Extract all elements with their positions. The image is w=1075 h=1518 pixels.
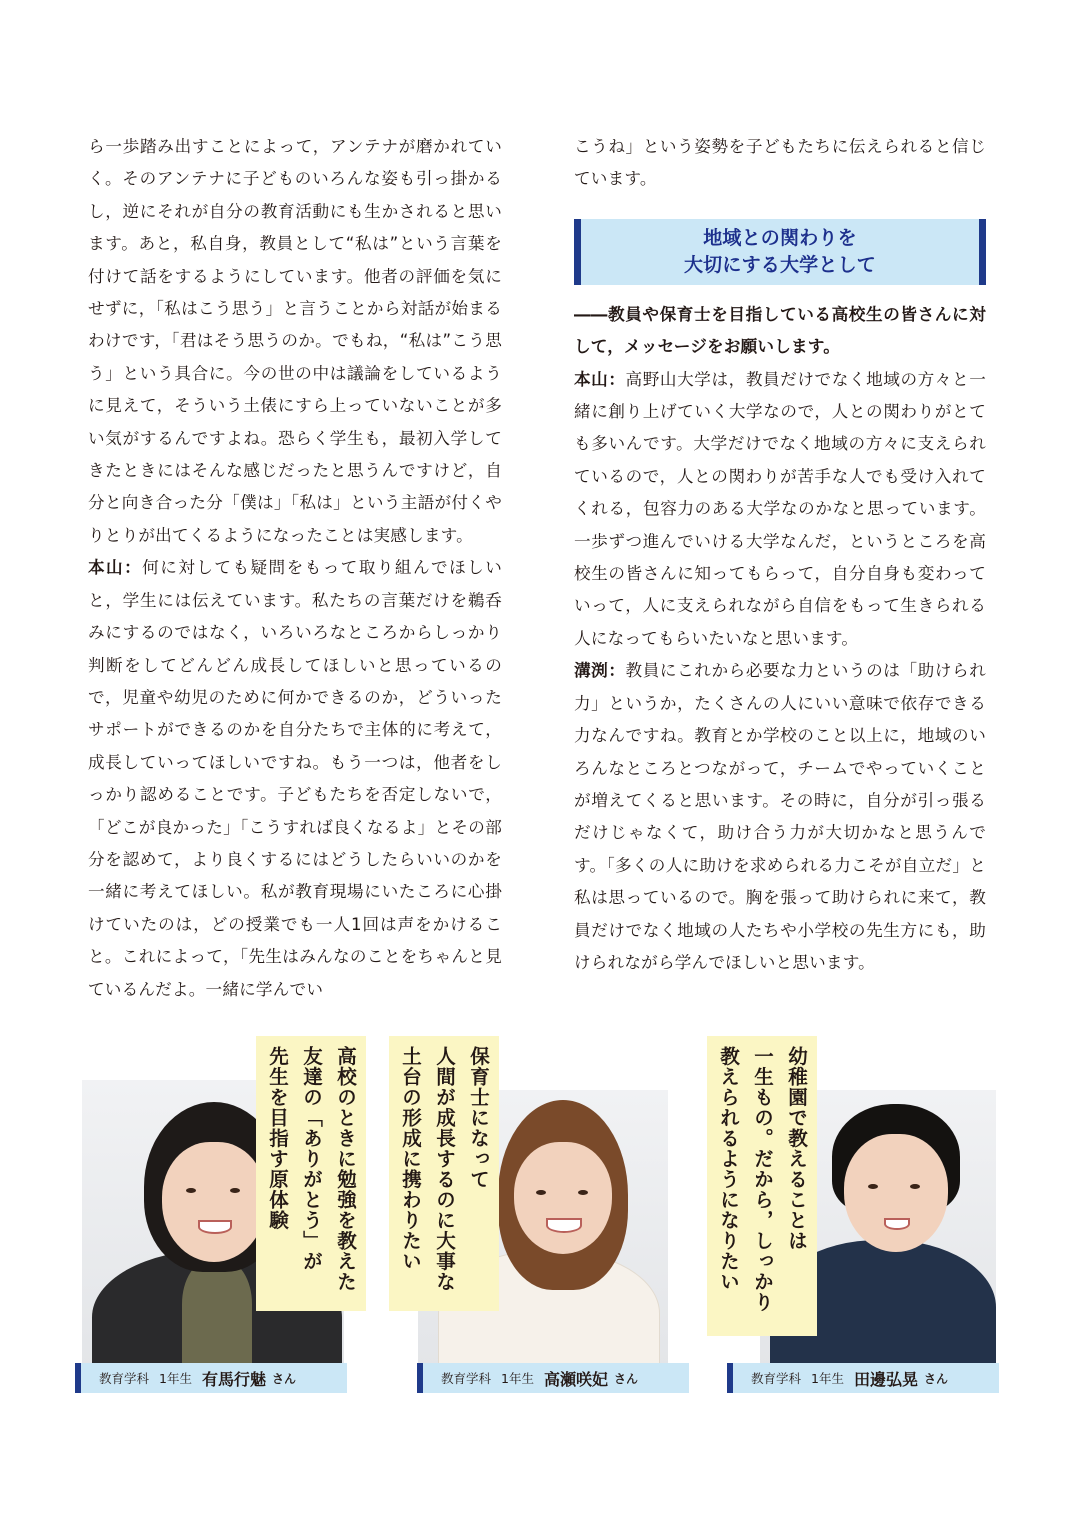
speaker-label: 本山： <box>574 369 626 389</box>
caption-line: 保育士になって <box>467 1046 490 1190</box>
right-paragraph-2-text: 教員にこれから必要な力というのは「助けられ力」というか，たくさんの人にいい意味で依存できる力なんですね。教育とか学校のこと以上に，地域のいろんなところとつながって，チームでやっていくことが増えてくると思います。その時に，自分が引っ張るだけじゃなくて，助け合う力が大切かなと思うんです。「多くの人に助けを求められる力こそが自立だ」と私は思っているので。胸を張って助けられに来て，教員だけでなく地域の人たちや小学校の先生方にも，助けられながら学んでほしいと思います。 <box>574 661 986 972</box>
right-paragraph-2 <box>574 655 986 979</box>
caption-line: 教えられるようになりたい <box>717 1046 740 1292</box>
section-heading-line-1: 地域との関わりを <box>703 226 857 249</box>
eye-icon <box>910 1184 920 1189</box>
caption-line: 一生もの。だから，しっかり <box>751 1046 774 1313</box>
eye-icon <box>578 1190 588 1195</box>
left-text-column <box>88 131 502 1006</box>
eye-icon <box>186 1188 196 1193</box>
interview-question: ――教員や保育士を目指している高校生の皆さんに対して，メッセージをお願いします。 <box>574 304 986 357</box>
honorific-label: さん <box>271 1371 296 1386</box>
caption-line: 高校のときに勉強を教えた <box>334 1046 357 1292</box>
student-2-face <box>514 1142 612 1254</box>
student-2-caption <box>389 1036 499 1311</box>
student-1-shirt <box>182 1260 252 1368</box>
left-paragraph-2-text: 何に対しても疑問をもって取り組んでほしいと，学生には伝えています。私たちの言葉だけを鵜呑みにするのではなく，いろいろなところからしっかり判断をしてどんどん成長してほしいと思っているので，児童や幼児のために何かできるのか，どういったサポートができるのかを自分たちで主体的に考えて，成長していってほしいですね。もう一つは，他者をしっかり認めることです。子どもたちを否定しないで，「どこが良かった」「こうすれば良くなるよ」とその部分を認めて，より良くするにはどうしたらいいのかを一緒に考えてほしい。私が教育現場にいたころに心掛けていたのは，どの授業でも一人1回は声をかけること。これによって，「先生はみんなのことをちゃんと見ているんだよ。一緒に学んでい <box>88 558 502 999</box>
caption-line: 先生を目指す原体験 <box>266 1046 289 1231</box>
speaker-label: 本山： <box>88 558 143 578</box>
department-label: 教育学科 <box>751 1371 802 1386</box>
year-label: 1年生 <box>501 1371 534 1386</box>
caption-line: 友達の「ありがとう」が <box>300 1046 323 1272</box>
right-paragraph-1-text: 高野山大学は，教員だけでなく地域の方々と一緒に創り上げていく大学なので，人との関わりがとても多いんです。大学だけでなく地域の方々に支えられているので，人との関わりが苦手な人でも受け入れてくれる，包容力のある大学なのかなと思っています。一歩ずつ進んでいける大学なんだ，というところを高校生の皆さんに知ってもらって，自分自身も変わっていって，人に支えられながら自信をもって生きられる人になってもらいたいなと思います。 <box>574 369 986 648</box>
right-paragraph-1 <box>574 364 986 656</box>
student-1-face <box>162 1142 266 1262</box>
student-3-namebar <box>727 1363 999 1393</box>
honorific-label: さん <box>923 1371 948 1386</box>
caption-line: 土台の形成に携わりたい <box>399 1046 422 1272</box>
right-paragraph-0: こうね」という姿勢を子どもたちに伝えられると信じています。 <box>574 137 986 189</box>
mouth-icon <box>198 1220 232 1234</box>
student-2-namebar <box>417 1363 689 1393</box>
speaker-label: 溝渕： <box>574 661 626 681</box>
right-text-column <box>574 131 986 979</box>
eye-icon <box>536 1190 546 1195</box>
eye-icon <box>230 1188 240 1193</box>
year-label: 1年生 <box>811 1371 844 1386</box>
mouth-icon <box>546 1218 582 1233</box>
caption-line: 人間が成長するのに大事な <box>433 1046 456 1292</box>
honorific-label: さん <box>613 1371 638 1386</box>
student-1-caption <box>256 1036 366 1311</box>
student-name: 有馬行魅 <box>201 1369 266 1389</box>
section-heading <box>574 219 986 285</box>
student-name: 田邊弘晃 <box>853 1369 918 1389</box>
department-label: 教育学科 <box>441 1371 492 1386</box>
year-label: 1年生 <box>159 1371 192 1386</box>
student-3-face <box>844 1134 948 1252</box>
student-name: 高瀬咲妃 <box>543 1369 608 1389</box>
department-label: 教育学科 <box>99 1371 150 1386</box>
mouth-icon <box>884 1218 910 1230</box>
section-heading-line-2: 大切にする大学として <box>683 253 876 276</box>
eye-icon <box>868 1184 878 1189</box>
left-paragraph-1: ら一歩踏み出すことによって，アンテナが磨かれていく。そのアンテナに子どものいろんな姿も引っ掛かるし，逆にそれが自分の教育活動にも生かされると思います。あと，私自身，教員として“私は”という言葉を付けて話をするようにしています。他者の評価を気にせずに，「私はこう思う」と言うことから対話が始まるわけです，「君はそう思うのか。でもね，“私は”こう思う」という具合に。今の世の中は議論をしているように見えて，そういう土俵にすら上っていないことが多い気がするんですよね。恐らく学生も，最初入学してきたときにはそんな感じだったと思うんですけど，自分と向き合った分「僕は」「私は」という主語が付くやりとりが出てくるようになったことは実感します。 <box>88 137 502 545</box>
caption-line: 幼稚園で教えることは <box>785 1046 808 1251</box>
left-paragraph-2 <box>88 552 502 1006</box>
student-1-namebar <box>75 1363 347 1393</box>
student-3-caption <box>707 1036 817 1336</box>
